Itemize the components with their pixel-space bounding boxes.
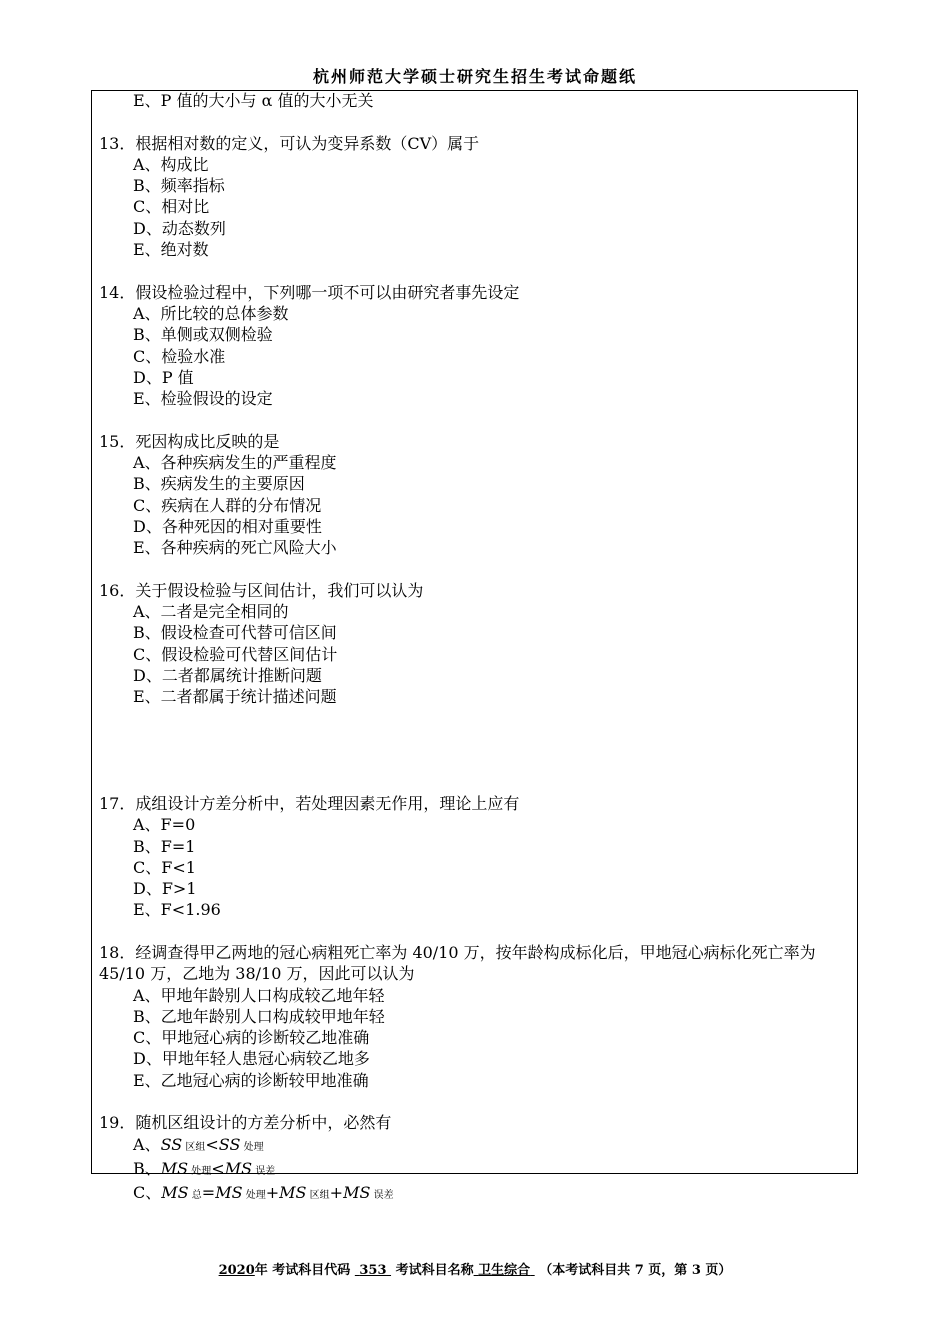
subscript-block (189, 1190, 202, 1201)
page-footer (0, 1259, 950, 1278)
question-16-option-e: E、二者都属于统计描述问题 (133, 687, 337, 707)
footer-year: 2020 (218, 1263, 255, 1278)
operator: < (211, 1158, 225, 1178)
question-19-stem: 19．随机区组设计的方差分析中，必然有 (99, 1113, 392, 1133)
subscript-block (252, 1166, 275, 1177)
subscript-text: 区组 (185, 1141, 206, 1153)
footer-subject-name-label: 考试科目名称 (395, 1263, 474, 1278)
option-label: B、 (133, 1158, 161, 1178)
subscript-block (182, 1142, 205, 1153)
question-15-stem: 15．死因构成比反映的是 (99, 431, 280, 451)
question-18-stem: 18．经调查得甲乙两地的冠心病粗死亡率为 40/10 万，按年龄构成标化后，甲地冠心病标化死亡率为 45/10 万，乙地为 38/10 万，因此可以认为 (99, 942, 816, 984)
question-13-option-b: B、频率指标 (133, 176, 225, 196)
ms-symbol: MS (279, 1183, 307, 1203)
ms-symbol: MS (224, 1158, 253, 1178)
question-14-option-e: E、检验假设的设定 (133, 389, 273, 409)
question-19-option-c (99, 1182, 854, 1206)
subscript-block (240, 1142, 263, 1153)
question-17-option-c: C、F<1 (133, 857, 196, 877)
question-19-option-a (99, 1134, 854, 1158)
subscript-text: 误差 (255, 1165, 276, 1177)
subscript-block (243, 1190, 266, 1201)
question-14-option-b: B、单侧或双侧检验 (133, 325, 273, 345)
subscript-text: 处理 (245, 1190, 266, 1202)
question-13-option-d: D、动态数列 (133, 218, 226, 238)
question-14-option-c: C、检验水准 (133, 346, 226, 366)
footer-code-value: 353 (359, 1263, 387, 1278)
ms-symbol: MS (215, 1183, 243, 1203)
question-17-option-a: A、F=0 (133, 815, 196, 835)
question-18-option-a: A、甲地年龄别人口构成较乙地年轻 (133, 985, 385, 1005)
operator: = (201, 1183, 216, 1203)
option-label: C、 (133, 1183, 162, 1203)
ms-symbol: MS (343, 1183, 371, 1203)
subscript-text: 误差 (373, 1190, 394, 1202)
question-14-option-d: D、P 值 (133, 367, 194, 387)
question-16-option-d: D、二者都属统计推断问题 (133, 666, 322, 686)
question-16-option-a: A、二者是完全相同的 (133, 602, 289, 622)
question-content (99, 90, 854, 1207)
question-18-option-d: D、甲地年轻人患冠心病较乙地多 (133, 1049, 370, 1069)
operator: < (205, 1134, 219, 1154)
question-17-option-d: D、F>1 (133, 879, 197, 899)
page-header-title: 杭州师范大学硕士研究生招生考试命题纸 (312, 67, 637, 86)
question-15-option-e: E、各种疾病的死亡风险大小 (133, 538, 337, 558)
ss-symbol: SS (160, 1134, 183, 1154)
question-14-stem: 14．假设检验过程中，下列哪一项不可以由研究者事先设定 (99, 282, 520, 302)
ss-symbol: SS (218, 1134, 241, 1154)
subscript-text: 处理 (243, 1141, 264, 1153)
question-18-option-b: B、乙地年龄别人口构成较甲地年轻 (133, 1006, 385, 1026)
question-14-option-a: A、所比较的总体参数 (133, 303, 289, 323)
question-19-option-b (99, 1158, 854, 1182)
subscript-block (306, 1190, 329, 1201)
subscript-text: 总 (191, 1190, 202, 1202)
question-16-stem: 16．关于假设检验与区间估计，我们可以认为 (99, 580, 424, 600)
ms-symbol: MS (161, 1183, 189, 1203)
operator: + (265, 1183, 280, 1203)
question-13-stem: 13．根据相对数的定义，可认为变异系数（CV）属于 (99, 133, 480, 153)
footer-subject-name (474, 1263, 535, 1278)
question-13-option-e: E、绝对数 (133, 240, 209, 260)
subscript-block (370, 1190, 393, 1201)
question-18-option-e: E、乙地冠心病的诊断较甲地准确 (133, 1070, 369, 1090)
subscript-block (188, 1166, 211, 1177)
carry-over-option: E、P 值的大小与 α 值的大小无关 (133, 91, 374, 110)
operator: + (329, 1183, 344, 1203)
question-17-stem: 17．成组设计方差分析中，若处理因素无作用，理论上应有 (99, 793, 520, 813)
subscript-text: 处理 (191, 1165, 212, 1177)
question-16-option-c: C、假设检验可代替区间估计 (133, 644, 338, 664)
question-16-option-b: B、假设检查可代替可信区间 (133, 623, 337, 643)
footer-year-suffix: 年 考试科目代码 (254, 1263, 351, 1278)
question-17-option-e: E、F<1.96 (133, 900, 221, 920)
ms-symbol: MS (160, 1158, 189, 1178)
footer-subject-code (355, 1263, 391, 1278)
question-15-option-a: A、各种疾病发生的严重程度 (133, 453, 337, 473)
question-18-option-c: C、甲地冠心病的诊断较乙地准确 (133, 1028, 370, 1048)
subscript-text: 区组 (309, 1190, 330, 1202)
question-13-option-c: C、相对比 (133, 197, 210, 217)
question-13-option-a: A、构成比 (133, 154, 209, 174)
option-label: A、 (133, 1134, 161, 1154)
question-15-option-d: D、各种死因的相对重要性 (133, 516, 322, 536)
question-15-option-c: C、疾病在人群的分布情况 (133, 495, 322, 515)
footer-name-value: 卫生综合 (478, 1263, 531, 1278)
question-17-option-b: B、F=1 (133, 836, 196, 856)
question-15-option-b: B、疾病发生的主要原因 (133, 474, 305, 494)
footer-pages-note: （本考试科目共 7 页，第 3 页） (539, 1263, 732, 1278)
